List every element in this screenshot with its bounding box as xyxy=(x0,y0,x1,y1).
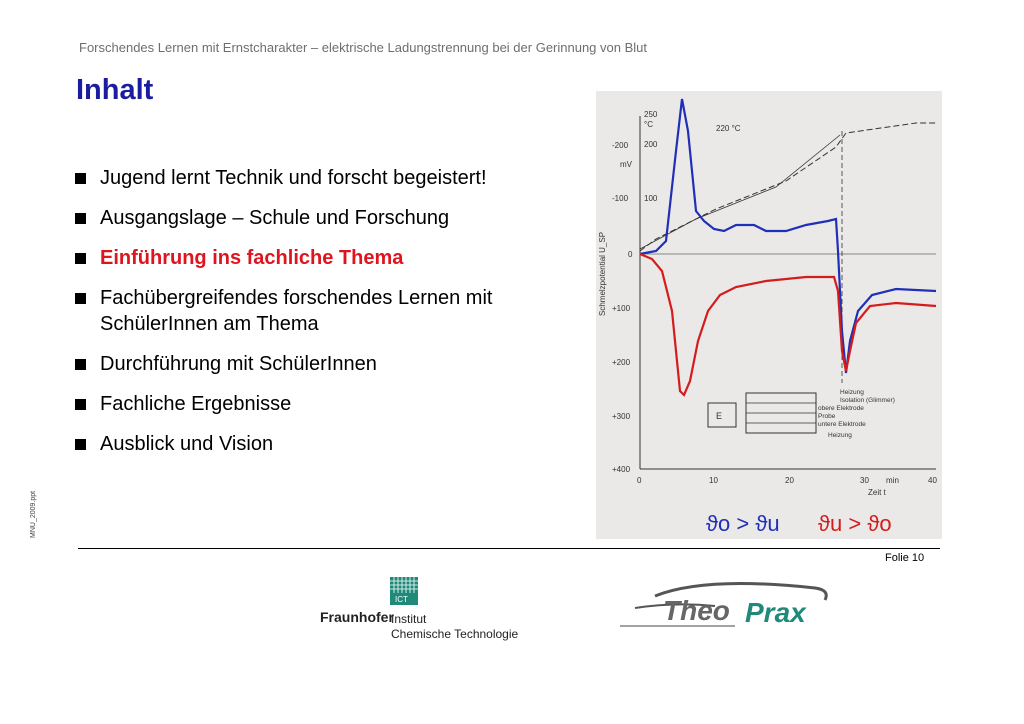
bullet-square-icon xyxy=(75,253,86,264)
bullet-item xyxy=(75,285,575,337)
temp-tick: 200 xyxy=(644,140,658,149)
formula-blue: ϑo > ϑu xyxy=(706,511,780,536)
bullet-item-highlighted xyxy=(75,245,575,271)
device-label: obere Elektrode xyxy=(818,405,864,412)
bullet-text: Jugend lernt Technik und forscht begeistert! xyxy=(100,167,487,189)
device-label: untere Elektrode xyxy=(818,421,866,428)
x-tick: 30 xyxy=(860,476,869,485)
theoprax-logo xyxy=(615,578,840,633)
bullet-item xyxy=(75,351,575,377)
bullet-text: Einführung ins fachliche Thema xyxy=(100,247,404,269)
device-label: Heizung xyxy=(840,389,864,396)
fraunhofer-ct: Chemische Technologie xyxy=(391,627,519,641)
bullet-square-icon xyxy=(75,359,86,370)
bullet-item xyxy=(75,391,575,417)
bullet-square-icon xyxy=(75,173,86,184)
y-tick: +400 xyxy=(612,465,631,474)
red-curve xyxy=(640,254,936,395)
device-label: Isolation (Glimmer) xyxy=(840,397,895,404)
bullet-list xyxy=(75,165,575,471)
bullet-text: Durchführung mit SchülerInnen xyxy=(100,353,377,375)
unit-label: mV xyxy=(620,160,632,169)
bullet-text: Fachübergreifendes forschendes Lernen mit SchülerInnen am Thema xyxy=(100,287,493,335)
fraunhofer-logo-icon xyxy=(390,577,418,605)
temp-tick: 100 xyxy=(644,194,658,203)
y-tick: -100 xyxy=(612,194,629,203)
slide-number: Folie 10 xyxy=(885,552,925,564)
fraunhofer-institut: Institut xyxy=(391,612,427,626)
device-label: Probe xyxy=(818,413,836,420)
y-tick: +200 xyxy=(612,358,631,367)
slide-header: Forschendes Lernen mit Ernstcharakter – elektrische Ladungstrennung bei der Gerinnung von Blut xyxy=(79,40,647,55)
bullet-square-icon xyxy=(75,399,86,410)
y-tick: +100 xyxy=(612,304,631,313)
bullet-text: Ausblick und Vision xyxy=(100,433,274,455)
y-tick: +300 xyxy=(612,412,631,421)
x-unit: min xyxy=(886,476,899,485)
footer-rule xyxy=(78,548,940,549)
y-tick: 0 xyxy=(628,250,633,259)
svg-text:Theo: Theo xyxy=(663,595,730,626)
side-note: MNU_2009.ppt xyxy=(30,490,37,538)
temp-unit: °C xyxy=(644,120,653,129)
figure-panel xyxy=(596,91,942,539)
bullet-square-icon xyxy=(75,213,86,224)
x-axis-label: Zeit t xyxy=(868,488,886,497)
bullet-text: Fachliche Ergebnisse xyxy=(100,393,292,415)
temperature-curve xyxy=(640,123,936,251)
temperature-curve-2 xyxy=(640,135,840,249)
x-tick: 40 xyxy=(928,476,937,485)
blue-curve xyxy=(640,99,936,373)
device-label: Heizung xyxy=(828,432,852,439)
temp-tick: 250 xyxy=(644,110,658,119)
slide-title: Inhalt xyxy=(76,74,154,106)
y-tick: -200 xyxy=(612,141,629,150)
x-tick: 0 xyxy=(637,476,642,485)
x-tick: 10 xyxy=(709,476,718,485)
bullet-text: Ausgangslage – Schule und Forschung xyxy=(100,207,450,229)
bullet-item xyxy=(75,205,575,231)
formula-red: ϑu > ϑo xyxy=(818,511,892,536)
ict-badge: ICT xyxy=(395,595,408,604)
bullet-item xyxy=(75,431,575,457)
fraunhofer-name: Fraunhofer xyxy=(320,609,394,625)
y-axis-label: Schmelzpotential U_SP xyxy=(598,231,607,316)
x-tick: 20 xyxy=(785,476,794,485)
bullet-square-icon xyxy=(75,293,86,304)
device-box-label: E xyxy=(716,411,723,421)
temp-label: 220 °C xyxy=(716,124,741,133)
measurement-figure xyxy=(596,91,942,539)
bullet-item xyxy=(75,165,575,191)
svg-text:Prax: Prax xyxy=(745,597,806,628)
bullet-square-icon xyxy=(75,439,86,450)
